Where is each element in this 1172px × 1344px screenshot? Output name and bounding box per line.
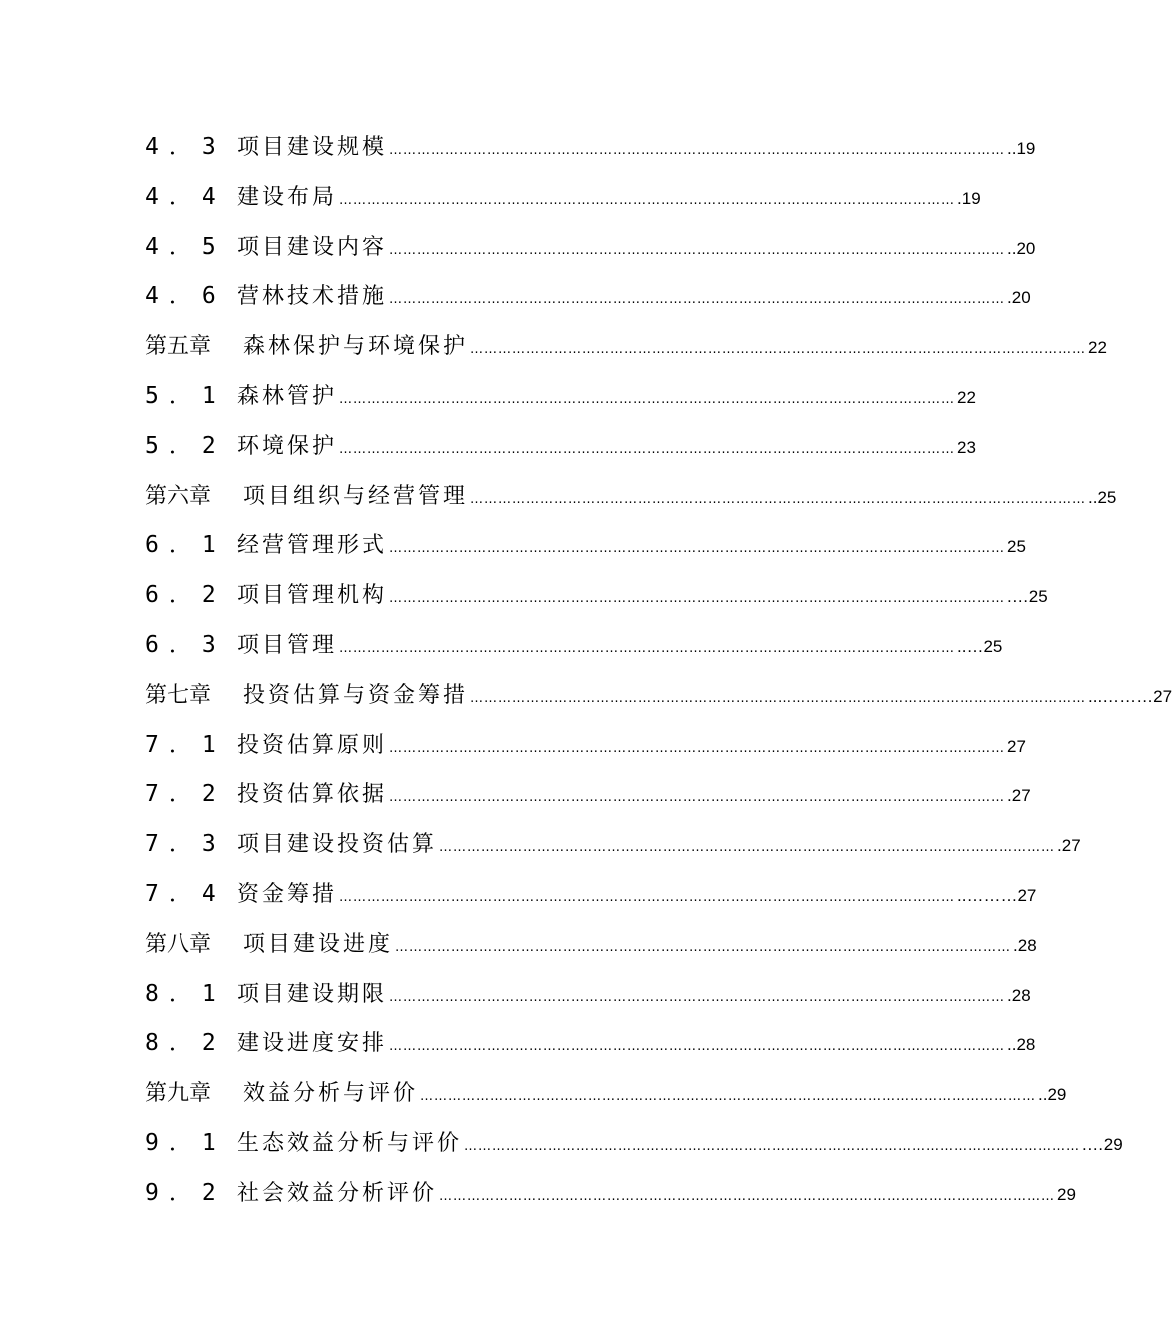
dot-leader: ……………………………………………………………………………………………………………………: [439, 840, 1056, 856]
section-title: 项目建设规模: [237, 135, 388, 160]
section-number: 4．5: [145, 233, 226, 260]
chapter-number: 第八章: [145, 931, 212, 957]
section-title: 项目管理: [237, 632, 338, 658]
page-number: ..28: [1007, 1035, 1036, 1055]
chapter-title: 森林保护与环境保护: [243, 334, 469, 360]
page-number: .19: [957, 188, 981, 208]
dot-leader: ……………………………………………………………………………………………………………………: [389, 591, 1006, 607]
page-number: ..19: [1007, 139, 1036, 158]
section-title: 项目建设内容: [237, 234, 388, 260]
section-number: 7．4: [145, 880, 226, 907]
toc-entry-4-4[interactable]: [145, 173, 981, 223]
dot-leader: ……………………………………………………………………………………………………………………: [464, 1138, 1081, 1154]
dot-leader: ……………………………………………………………………………………………………………………: [389, 1039, 1006, 1055]
page-number: .27: [1007, 786, 1031, 806]
section-title: 社会效益分析评价: [237, 1180, 438, 1206]
chapter-number: 第七章: [145, 682, 212, 708]
dot-leader: ……………………………………………………………………………………………………………………: [395, 939, 1012, 955]
chapter-title: 项目建设进度: [243, 931, 394, 957]
dot-leader: ……………………………………………………………………………………………………………………: [420, 1089, 1037, 1105]
section-title: 项目建设投资估算: [237, 832, 438, 858]
dot-leader: ……………………………………………………………………………………………………………………: [339, 192, 956, 208]
toc-entry-chapter-7[interactable]: [145, 671, 1172, 721]
toc-entry-6-1[interactable]: [145, 521, 1026, 571]
toc-entry-4-5[interactable]: [145, 223, 1036, 273]
dot-leader: ……………………………………………………………………………………………………………………: [389, 740, 1006, 756]
section-number: 5．2: [145, 432, 226, 459]
dot-leader: ……………………………………………………………………………………………………………………: [439, 1188, 1056, 1204]
section-number: 6．2: [145, 582, 226, 609]
toc-entry-4-3[interactable]: [145, 123, 1036, 173]
table-of-contents: [145, 123, 1172, 1219]
section-title: 资金筹措: [237, 881, 338, 907]
page-number: 22: [1088, 338, 1107, 358]
page-number: .28: [1013, 935, 1037, 955]
toc-entry-8-1[interactable]: [145, 970, 1031, 1020]
page-number: ..…25: [957, 636, 1003, 656]
toc-entry-9-2[interactable]: [145, 1169, 1076, 1219]
page-number: ..29: [1038, 1085, 1067, 1105]
section-number: 9．2: [145, 1179, 226, 1206]
dot-leader: ……………………………………………………………………………………………………………………: [389, 790, 1006, 806]
section-title: 营林技术措施: [237, 284, 388, 310]
dot-leader: ……………………………………………………………………………………………………………………: [470, 690, 1087, 706]
section-number: 6．3: [145, 631, 226, 658]
page-number: .27: [1057, 836, 1081, 856]
dot-leader: ……………………………………………………………………………………………………………………: [339, 391, 956, 407]
toc-entry-chapter-9[interactable]: [145, 1069, 1067, 1119]
toc-entry-8-2[interactable]: [145, 1019, 1036, 1069]
toc-entry-7-1[interactable]: [145, 721, 1026, 771]
toc-entry-5-2[interactable]: [145, 422, 976, 472]
chapter-title: 投资估算与资金筹措: [243, 682, 469, 708]
section-title: 投资估算依据: [237, 782, 388, 808]
chapter-title: 效益分析与评价: [243, 1081, 419, 1107]
toc-entry-6-2[interactable]: [145, 571, 1048, 621]
page-number: 29: [1057, 1184, 1076, 1204]
section-title: 项目建设期限: [237, 981, 388, 1007]
chapter-number: 第六章: [145, 483, 212, 509]
toc-entry-6-3[interactable]: [145, 621, 1003, 671]
page-number: ..………27: [957, 885, 1037, 905]
dot-leader: ……………………………………………………………………………………………………………………: [470, 342, 1087, 358]
chapter-number: 第九章: [145, 1081, 212, 1107]
section-title: 森林管护: [237, 383, 338, 409]
toc-entry-7-4[interactable]: [145, 870, 1037, 920]
section-number: 4．4: [145, 183, 226, 210]
page-number: 23: [957, 437, 976, 457]
dot-leader: ……………………………………………………………………………………………………………………: [339, 640, 956, 656]
page-number: .…29: [1082, 1134, 1123, 1154]
section-number: 5．1: [145, 382, 226, 409]
section-number: 9．1: [145, 1129, 226, 1156]
page-number: .…25: [1007, 587, 1048, 607]
section-title: 建设布局: [237, 184, 338, 210]
page-number: ..25: [1088, 487, 1117, 507]
dot-leader: ……………………………………………………………………………………………………………………: [339, 889, 956, 905]
toc-entry-4-6[interactable]: [145, 272, 1031, 322]
section-number: 4．6: [145, 283, 226, 310]
section-number: 7．3: [145, 831, 226, 858]
page-number: .28: [1007, 985, 1031, 1005]
section-title: 投资估算原则: [237, 732, 388, 758]
section-number: 8．1: [145, 980, 226, 1007]
dot-leader: ……………………………………………………………………………………………………………………: [389, 292, 1006, 308]
section-title: 经营管理形式: [237, 533, 388, 559]
toc-entry-chapter-6[interactable]: [145, 472, 1117, 522]
page-number: ..20: [1007, 238, 1036, 258]
dot-leader: ……………………………………………………………………………………………………………………: [389, 541, 1006, 557]
page-number: 27: [1007, 736, 1026, 756]
chapter-title: 项目组织与经营管理: [243, 483, 469, 509]
section-number: 8．2: [145, 1030, 226, 1057]
dot-leader: ……………………………………………………………………………………………………………………: [389, 242, 1006, 258]
toc-entry-chapter-5[interactable]: [145, 322, 1107, 372]
toc-entry-5-1[interactable]: [145, 372, 976, 422]
page-number: 22: [957, 387, 976, 407]
section-number: 7．1: [145, 731, 226, 758]
section-title: 建设进度安排: [237, 1031, 388, 1057]
dot-leader: ……………………………………………………………………………………………………………………: [339, 441, 956, 457]
page-number: ...………27: [1088, 686, 1172, 706]
dot-leader: ……………………………………………………………………………………………………………………: [389, 989, 1006, 1005]
section-number: 6．1: [145, 532, 226, 559]
dot-leader: ……………………………………………………………………………………………………………………: [389, 143, 1006, 158]
toc-entry-chapter-8[interactable]: [145, 920, 1037, 970]
section-title: 环境保护: [237, 433, 338, 459]
section-number: 7．2: [145, 781, 226, 808]
page-number: 25: [1007, 537, 1026, 557]
chapter-number: 第五章: [145, 334, 212, 360]
section-number: 4．3: [145, 134, 226, 160]
dot-leader: ……………………………………………………………………………………………………………………: [470, 491, 1087, 507]
toc-entry-7-2[interactable]: [145, 770, 1031, 820]
section-title: 项目管理机构: [237, 583, 388, 609]
toc-entry-7-3[interactable]: [145, 820, 1081, 870]
section-title: 生态效益分析与评价: [237, 1130, 463, 1156]
page-number: .20: [1007, 288, 1031, 308]
toc-entry-9-1[interactable]: [145, 1119, 1123, 1169]
